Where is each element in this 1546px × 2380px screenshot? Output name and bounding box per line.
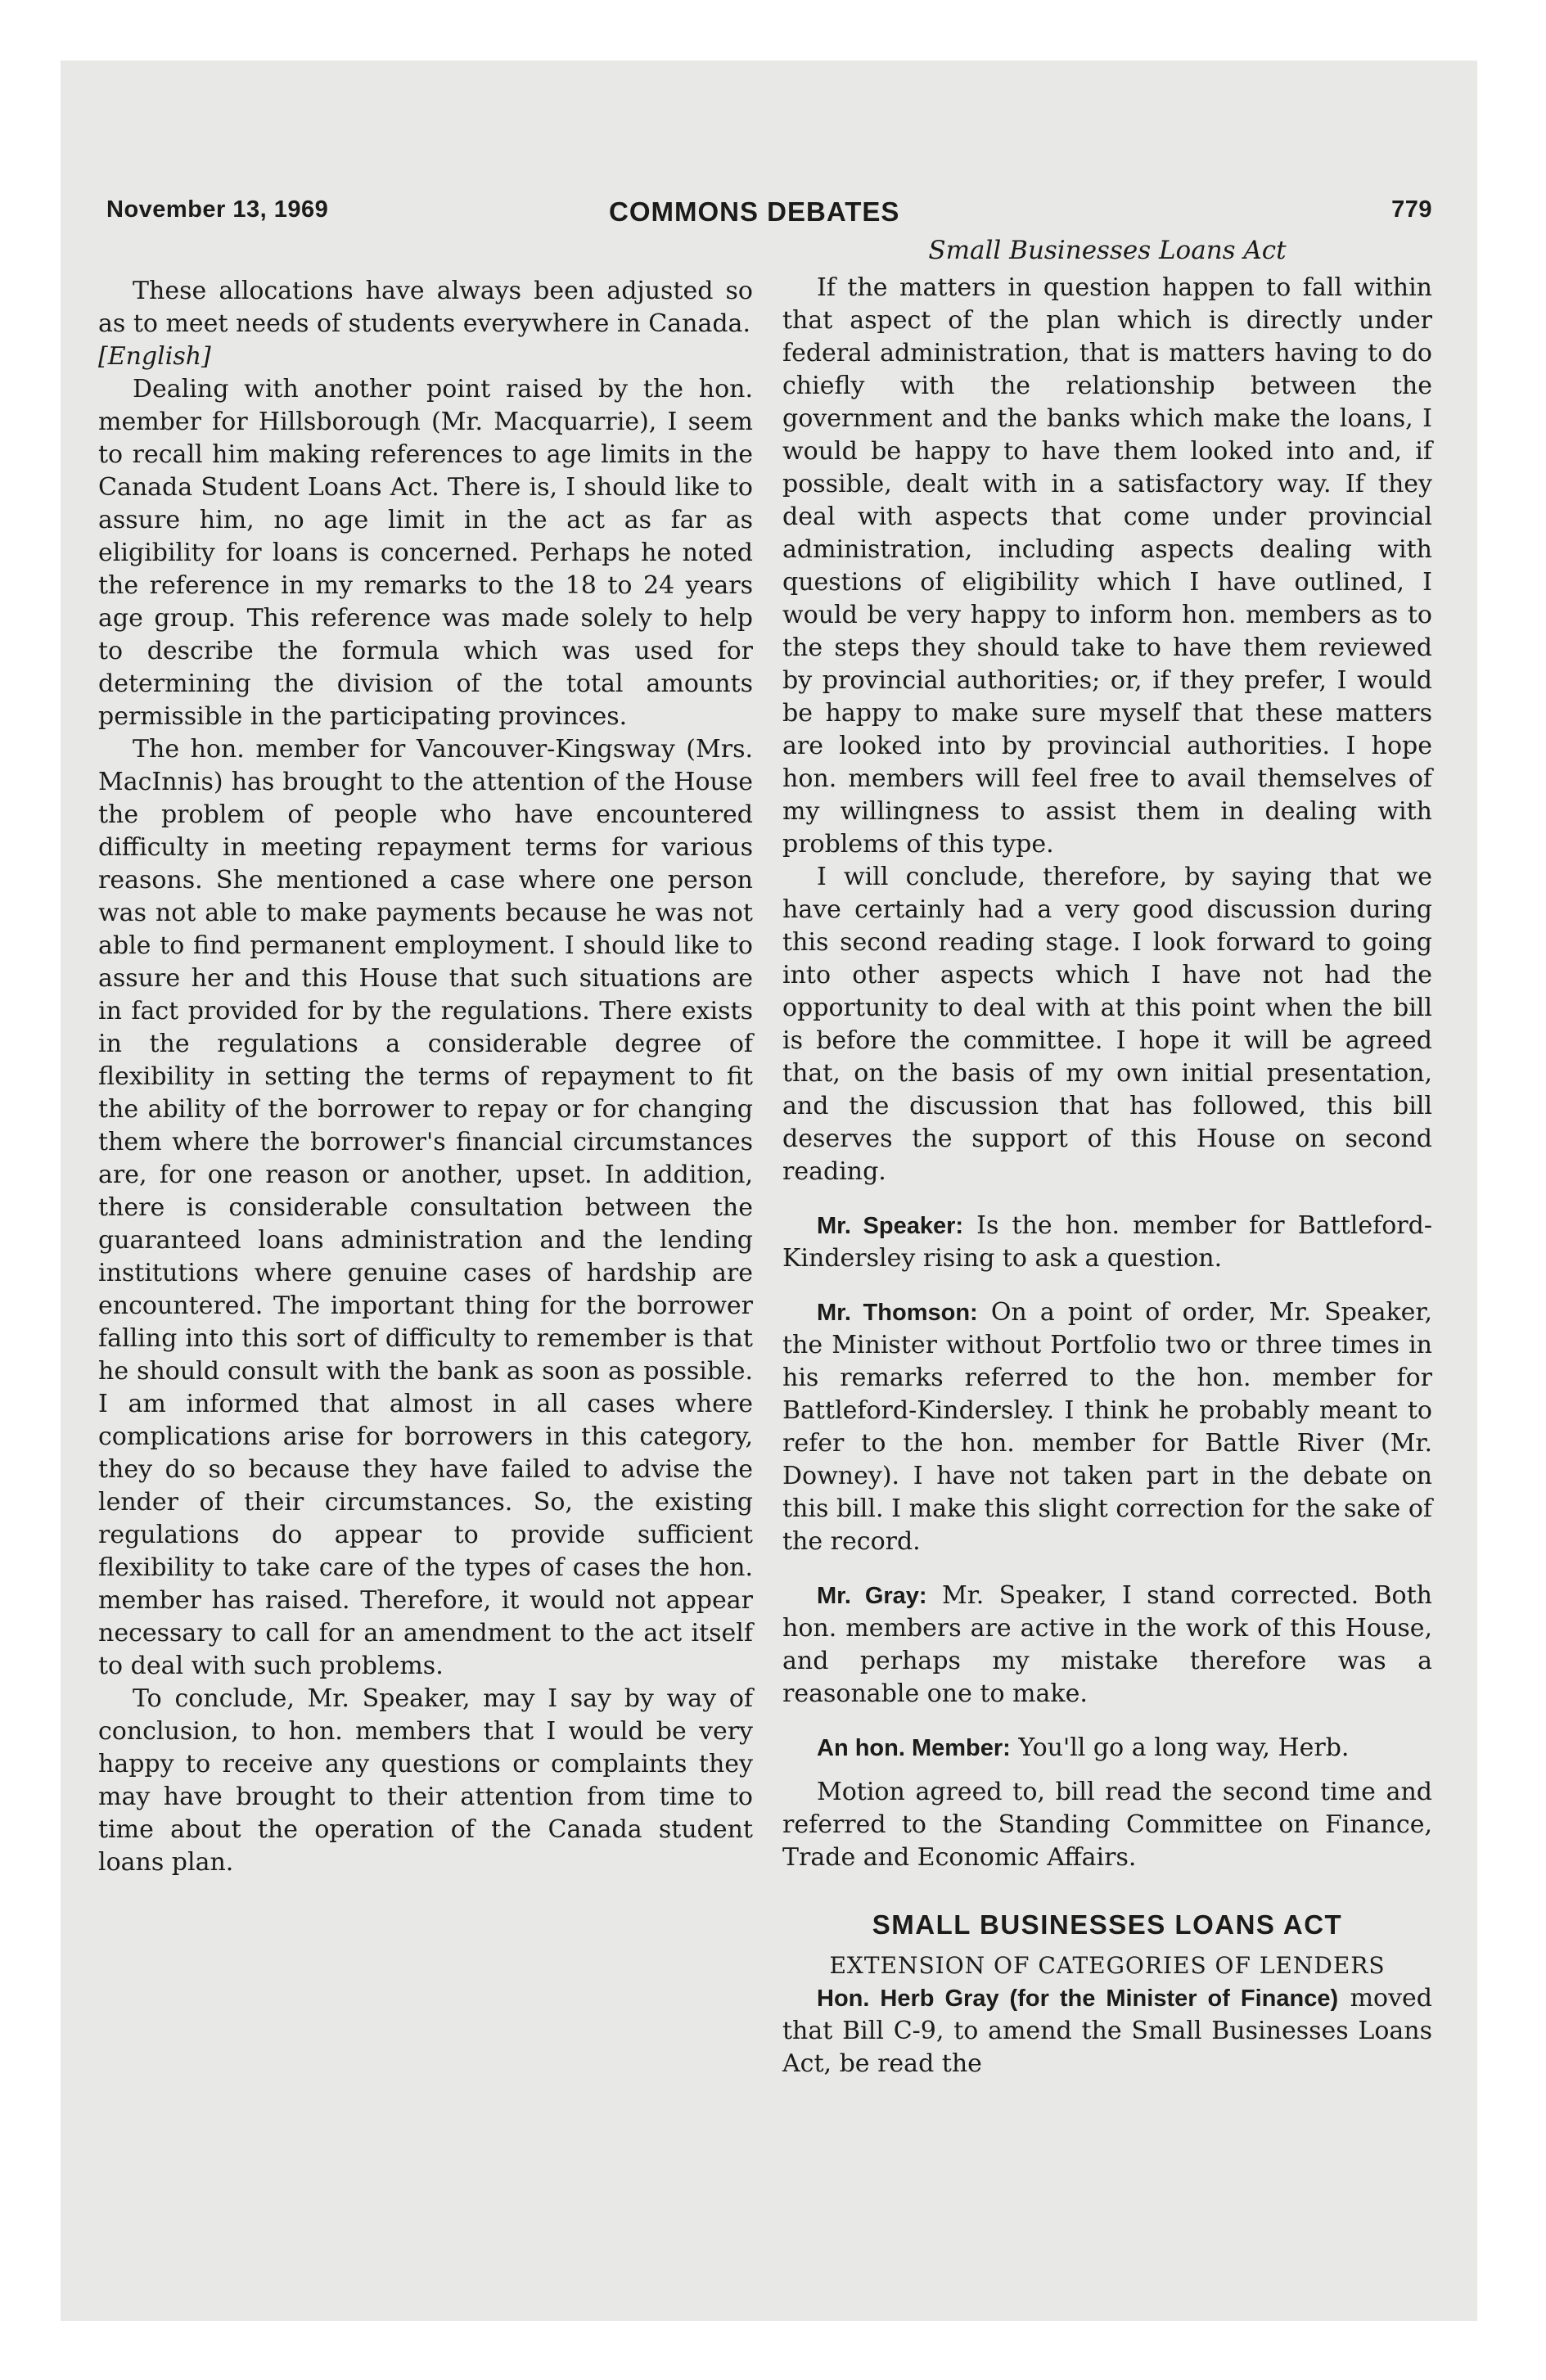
- speaker-name: Hon. Herb Gray (for the Minister of Finance): [817, 1986, 1339, 2012]
- speaker-name: Mr. Thomson:: [817, 1300, 978, 1326]
- left-column: [98, 275, 753, 1879]
- paragraph: If the matters in question happen to fall within that aspect of the plan which is directly under federal administration, that is matters having to do chiefly with the relationship between the government and the banks which make the loans, I would be happy to have them looked into and, if possible, dealt with in a satisfactory way. If they deal with aspects that come under provincial administration, including aspects dealing with questions of eligibility which I have outlined, I would be very happy to inform hon. members as to the steps they should take to have them reviewed by provincial authorities; or, if they prefer, I would be happy to make sure myself that these matters are looked into by provincial authorities. I hope hon. members will feel free to avail themselves of my willingness to assist them in dealing with problems of this type.: [782, 273, 1432, 859]
- speech-text: You'll go a long way, Herb.: [1010, 1733, 1350, 1762]
- paragraph: The hon. member for Vancouver-Kingsway (Mrs. MacInnis) has brought to the attention of the House the problem of people who have encountered difficulty in meeting repayment terms for various reasons. She mentioned a case where one person was not able to make payments because he was not able to find permanent employment. I should like to assure her and this House that such situations are in fact provided for by the regulations. There exists in the regulations a considerable degree of flexibility in setting the terms of repayment to fit the ability of the borrower to repay or for changing them where the borrower's financial circumstances are, for one reason or another, upset. In addition, there is considerable consultation between the guaranteed loans administration and the lending institutions where genuine cases of hardship are encountered. The important thing for the borrower falling into this sort of difficulty to remember is that he should consult with the bank as soon as possible. I am informed that almost in all cases where complications arise for borrowers in this category, they do so because they have failed to advise the lender of their circumstances. So, the existing regulations do appear to provide sufficient flexibility to take care of the types of cases the hon. member has raised. Therefore, it would not appear necessary to call for an amendment to the act itself to deal with such problems.: [98, 735, 753, 1680]
- language-marker: [English]: [98, 342, 211, 371]
- speech: [782, 1982, 1432, 2080]
- running-head: Small Businesses Loans Act: [928, 236, 1287, 265]
- page-header: [98, 196, 1432, 234]
- header-date: November 13, 1969: [106, 196, 329, 223]
- speech: [782, 1296, 1432, 1558]
- section-heading: SMALL BUSINESSES LOANS ACT: [872, 1909, 1343, 1940]
- paragraph: These allocations have always been adjusted so as to meet needs of students everywhere in Canada.: [98, 277, 753, 338]
- speech-text: Mr. Speaker, I stand corrected. Both hon. members are active in the work of this House, and perhaps my mistake therefore was a reasonable one to make.: [782, 1581, 1432, 1708]
- section-subheading: EXTENSION OF CATEGORIES OF LENDERS: [829, 1952, 1386, 1979]
- speaker-name: Mr. Speaker:: [817, 1213, 964, 1239]
- speaker-name: Mr. Gray:: [817, 1583, 927, 1609]
- motion-paragraph: Motion agreed to, bill read the second time and referred to the Standing Committee on Finance, Trade and Economic Affairs.: [782, 1778, 1432, 1872]
- speech: [782, 1210, 1432, 1275]
- paragraph: To conclude, Mr. Speaker, may I say by way of conclusion, to hon. members that I would be very happy to receive any questions or complaints they may have brought to their attention from time to time about the operation of the Canada student loans plan.: [98, 1684, 753, 1877]
- speaker-name: An hon. Member:: [817, 1735, 1011, 1761]
- right-column: [782, 234, 1432, 2080]
- speech-text: Is the hon. member for Battleford-Kindersley rising to ask a question.: [782, 1211, 1432, 1273]
- header-page-number: 779: [1391, 196, 1432, 223]
- speech: [782, 1580, 1432, 1711]
- header-title: COMMONS DEBATES: [609, 196, 900, 227]
- speech-text: moved that Bill C-9, to amend the Small Businesses Loans Act, be read the: [782, 1984, 1432, 2078]
- speech: [782, 1732, 1432, 1765]
- speech-text: On a point of order, Mr. Speaker, the Minister without Portfolio two or three times in his remarks referred to the hon. member for Battleford-Kindersley. I think he probably meant to refer to the hon. member for Battle River (Mr. Downey). I have not taken part in the debate on this bill. I make this slight correction for the sake of the record.: [782, 1298, 1432, 1556]
- paragraph: Dealing with another point raised by the hon. member for Hillsborough (Mr. Macquarrie), I seem to recall him making references to age limits in the Canada Student Loans Act. There is, I should like to assure him, no age limit in the act as far as eligibility for loans is concerned. Perhaps he noted the reference in my remarks to the 18 to 24 years age group. This reference was made solely to help to describe the formula which was used for determining the division of the total amounts permissible in the participating provinces.: [98, 375, 753, 731]
- paragraph: I will conclude, therefore, by saying that we have certainly had a very good discussion during this second reading stage. I look forward to going into other aspects which I have not had the opportunity to deal with at this point when the bill is before the committee. I hope it will be agreed that, on the basis of my own initial presentation, and the discussion that has followed, this bill deserves the support of this House on second reading.: [782, 863, 1432, 1186]
- document-page: [98, 196, 1432, 2078]
